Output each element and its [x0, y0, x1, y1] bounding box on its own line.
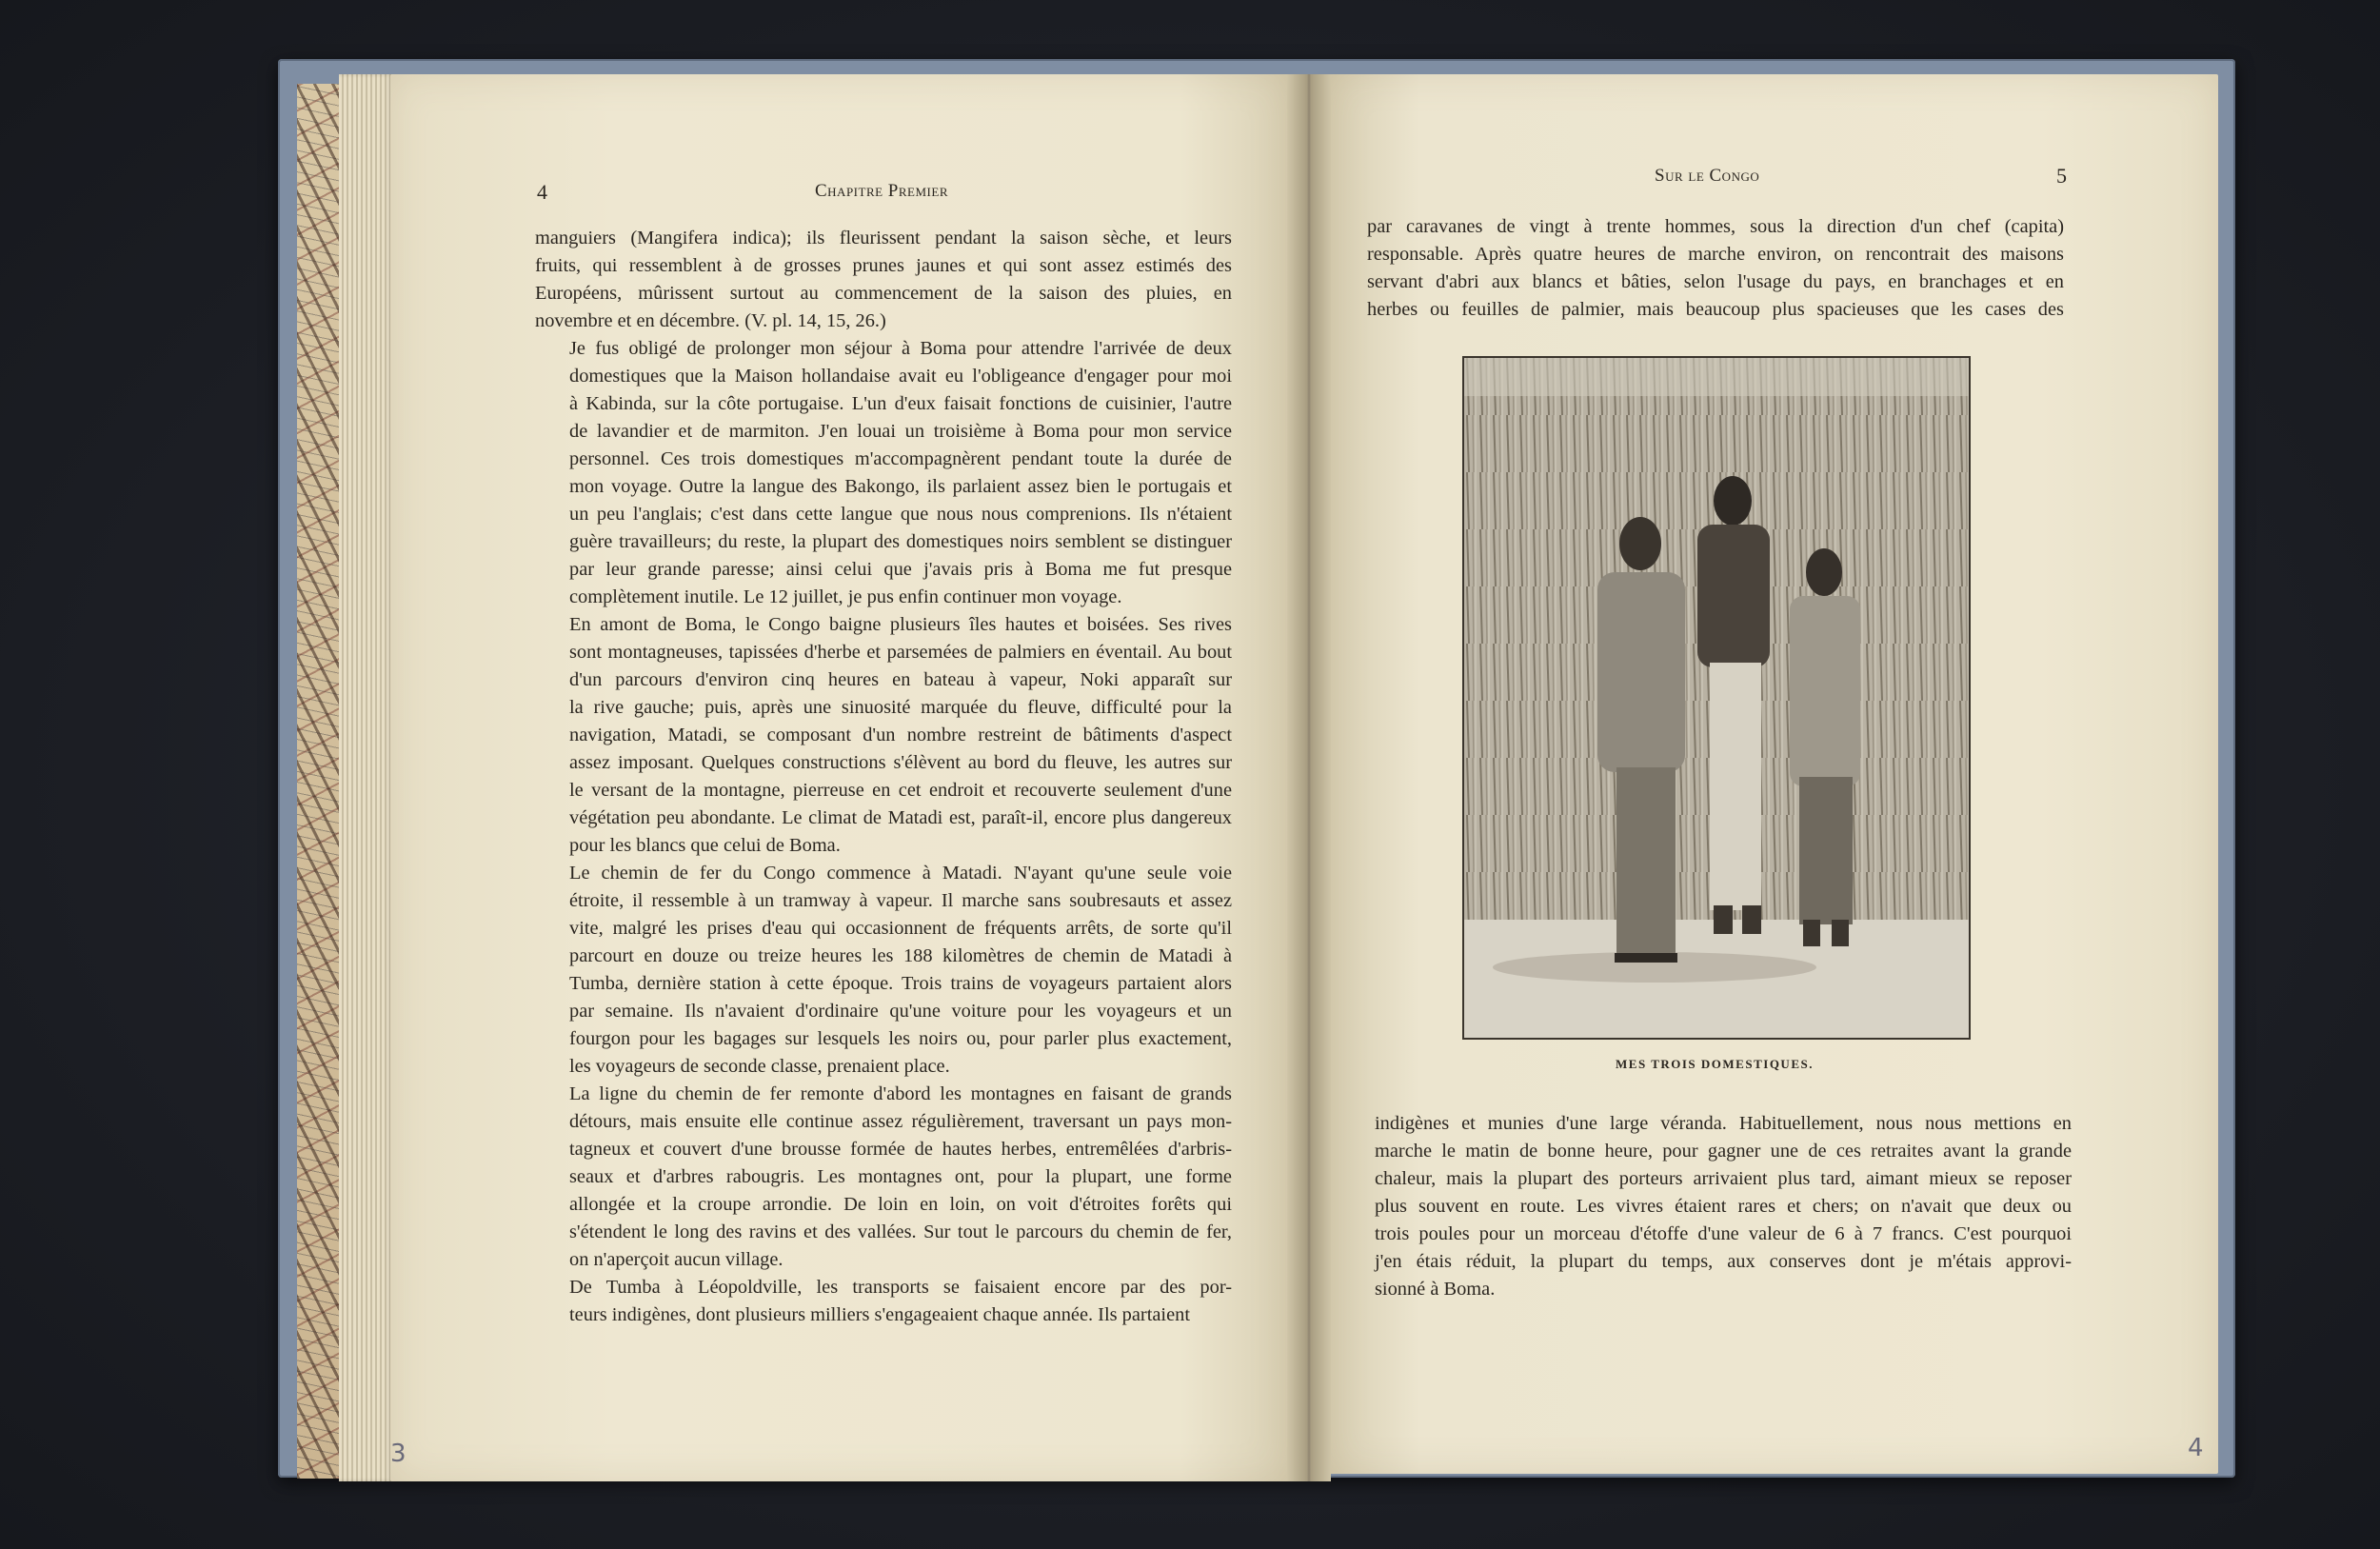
left-edge-mark: 3: [390, 1440, 407, 1468]
text-line: étroite, il ressemble à un tramway à vapeur. Il marche sans soubresauts et assez: [569, 890, 1232, 911]
text-line: parcourt en douze ou treize heures les 188 kilomètres de chemin de Matadi à: [569, 945, 1232, 966]
text-line: teurs indigènes, dont plusieurs milliers s'engageaient chaque année. Ils partaient: [569, 1304, 1191, 1325]
plate-caption: MES TROIS DOMESTIQUES.: [1616, 1057, 1814, 1071]
text-line: pour les blancs que celui de Boma.: [569, 835, 841, 856]
text-line: indigènes et munies d'une large véranda. Habituellement, nous nous mettions en: [1375, 1113, 2072, 1134]
right-page-text-top: [1367, 213, 2064, 324]
text-line: végétation peu abondante. Le climat de Matadi est, paraît-il, encore plus dangereux: [569, 807, 1232, 828]
text-line: sionné à Boma.: [1375, 1279, 1496, 1300]
text-line: complètement inutile. Le 12 juillet, je pus enfin continuer mon voyage.: [569, 586, 1122, 607]
text-line: herbes ou feuilles de palmier, mais beaucoup plus spacieuses que les cases des: [1367, 299, 2064, 320]
text-line: domestiques que la Maison hollandaise avait eu l'obligeance d'engager pour moi: [569, 366, 1232, 387]
text-line: par leur grande paresse; ainsi celui que j'avais pris à Boma me fut presque: [569, 559, 1232, 580]
text-line: j'en étais réduit, la plupart du temps, aux conserves dont je m'étais approvi-: [1375, 1251, 2072, 1272]
paragraph: [1367, 213, 2064, 324]
text-line: fruits, qui ressemblent à de grosses prunes jaunes et qui sont assez estimés des: [535, 255, 1232, 276]
text-line: les voyageurs de seconde classe, prenaient place.: [569, 1056, 950, 1077]
marbled-endpaper: [297, 84, 341, 1479]
right-page-number: 5: [2056, 164, 2067, 188]
right-page-text-bottom: [1375, 1110, 2072, 1303]
text-line: personnel. Ces trois domestiques m'accompagnèrent pendant toute la durée de: [569, 448, 1232, 469]
left-page-number: 4: [537, 180, 547, 204]
text-line: à Kabinda, sur la côte portugaise. L'un d'eux faisait fonctions de cuisinier, l'autre: [569, 393, 1232, 414]
text-line: novembre et en décembre. (V. pl. 14, 15, 26.): [535, 310, 886, 331]
text-line: le versant de la montagne, pierreuse en cet endroit et recouverte seulement d'une: [569, 780, 1232, 801]
text-line: trois poules pour un morceau d'étoffe d'une valeur de 6 à 7 francs. C'est pourquoi: [1375, 1223, 2072, 1244]
text-line: marche le matin de bonne heure, pour gagner une de ces retraites avant la grande: [1375, 1141, 2072, 1162]
paragraph: [535, 611, 1232, 860]
paragraph: [535, 1081, 1232, 1274]
right-edge-mark: 4: [2188, 1434, 2204, 1462]
text-line: détours, mais ensuite elle continue assez régulièrement, traversant un pays mon-: [569, 1111, 1232, 1132]
text-line: De Tumba à Léopoldville, les transports se faisaient encore par des por-: [569, 1277, 1232, 1298]
text-line: sont montagneuses, tapissées d'herbe et parsemées de palmiers en éventail. Au bout: [569, 642, 1232, 663]
paragraph: [535, 1274, 1232, 1329]
text-line: vite, malgré les prises d'eau qui occasionnent de fréquents arrêts, de sorte qu'il: [569, 918, 1232, 939]
text-line: manguiers (Mangifera indica); ils fleurissent pendant la saison sèche, et leurs: [535, 228, 1232, 248]
paragraph: [535, 225, 1232, 335]
text-line: Européens, mûrissent surtout au commencement de la saison des pluies, en: [535, 283, 1232, 304]
text-line: fourgon pour les bagages sur lesquels les noirs ou, pour parler plus exactement,: [569, 1028, 1232, 1049]
text-line: La ligne du chemin de fer remonte d'abord les montagnes en faisant de grands: [569, 1083, 1232, 1104]
text-line: guère travailleurs; du reste, la plupart des domestiques noirs semblent se distinguer: [569, 531, 1232, 552]
paragraph: [535, 860, 1232, 1081]
text-line: un peu l'anglais; c'est dans cette langue que nous nous comprenions. Ils n'étaient: [569, 504, 1232, 525]
text-line: tagneux et couvert d'une brousse formée de hautes herbes, entremêlées d'arbris-: [569, 1139, 1232, 1160]
text-line: de lavandier et de marmiton. J'en louai un troisième à Boma pour mon service: [569, 421, 1232, 442]
text-line: plus souvent en route. Les vivres étaient rares et chers; on n'avait que deux ou: [1375, 1196, 2072, 1217]
paragraph: [1375, 1110, 2072, 1303]
text-line: servant d'abri aux blancs et bâties, selon l'usage du pays, en branchages et en: [1367, 271, 2064, 292]
text-line: seaux et d'arbres rabougris. Les montagnes ont, pour la plupart, une forme: [569, 1166, 1232, 1187]
left-page-text: [535, 225, 1232, 1329]
text-line: En amont de Boma, le Congo baigne plusieurs îles hautes et boisées. Ses rives: [569, 614, 1232, 635]
text-line: par semaine. Ils n'avaient d'ordinaire qu'une voiture pour les voyageurs et un: [569, 1001, 1232, 1022]
right-running-head: Sur le Congo: [1655, 166, 1760, 186]
text-line: assez imposant. Quelques constructions s'élèvent au bord du fleuve, les autres sur: [569, 752, 1232, 773]
text-line: la rive gauche; puis, après une sinuosité marquée du fleuve, difficulté pour la: [569, 697, 1232, 718]
text-line: allongée et la croupe arrondie. De loin en loin, on voit d'étroites forêts qui: [569, 1194, 1232, 1215]
text-line: responsable. Après quatre heures de marche environ, on rencontrait des maisons: [1367, 244, 2064, 265]
page-edges: [339, 74, 392, 1481]
text-line: mon voyage. Outre la langue des Bakongo, ils parlaient assez bien le portugais et: [569, 476, 1232, 497]
text-line: chaleur, mais la plupart des porteurs arrivaient plus tard, aimant mieux se reposer: [1375, 1168, 2072, 1189]
text-line: s'étendent le long des ravins et des vallées. Sur tout le parcours du chemin de fer,: [569, 1221, 1232, 1242]
text-line: Je fus obligé de prolonger mon séjour à Boma pour attendre l'arrivée de deux: [569, 338, 1232, 359]
three-men-illustration: [1464, 358, 1969, 1038]
text-line: d'un parcours d'environ cinq heures en bateau à vapeur, Noki apparaît sur: [569, 669, 1232, 690]
paragraph: [535, 335, 1232, 611]
book-gutter: [1287, 74, 1331, 1481]
text-line: navigation, Matadi, se composant d'un nombre restreint de bâtiments d'aspect: [569, 725, 1232, 745]
left-running-head: Chapitre Premier: [815, 181, 948, 201]
photo-plate: [1462, 356, 1971, 1040]
text-line: Le chemin de fer du Congo commence à Matadi. N'ayant qu'une seule voie: [569, 863, 1232, 884]
text-line: on n'aperçoit aucun village.: [569, 1249, 783, 1270]
text-line: Tumba, dernière station à cette époque. Trois trains de voyageurs partaient alors: [569, 973, 1232, 994]
text-line: par caravanes de vingt à trente hommes, sous la direction d'un chef (capita): [1367, 216, 2064, 237]
